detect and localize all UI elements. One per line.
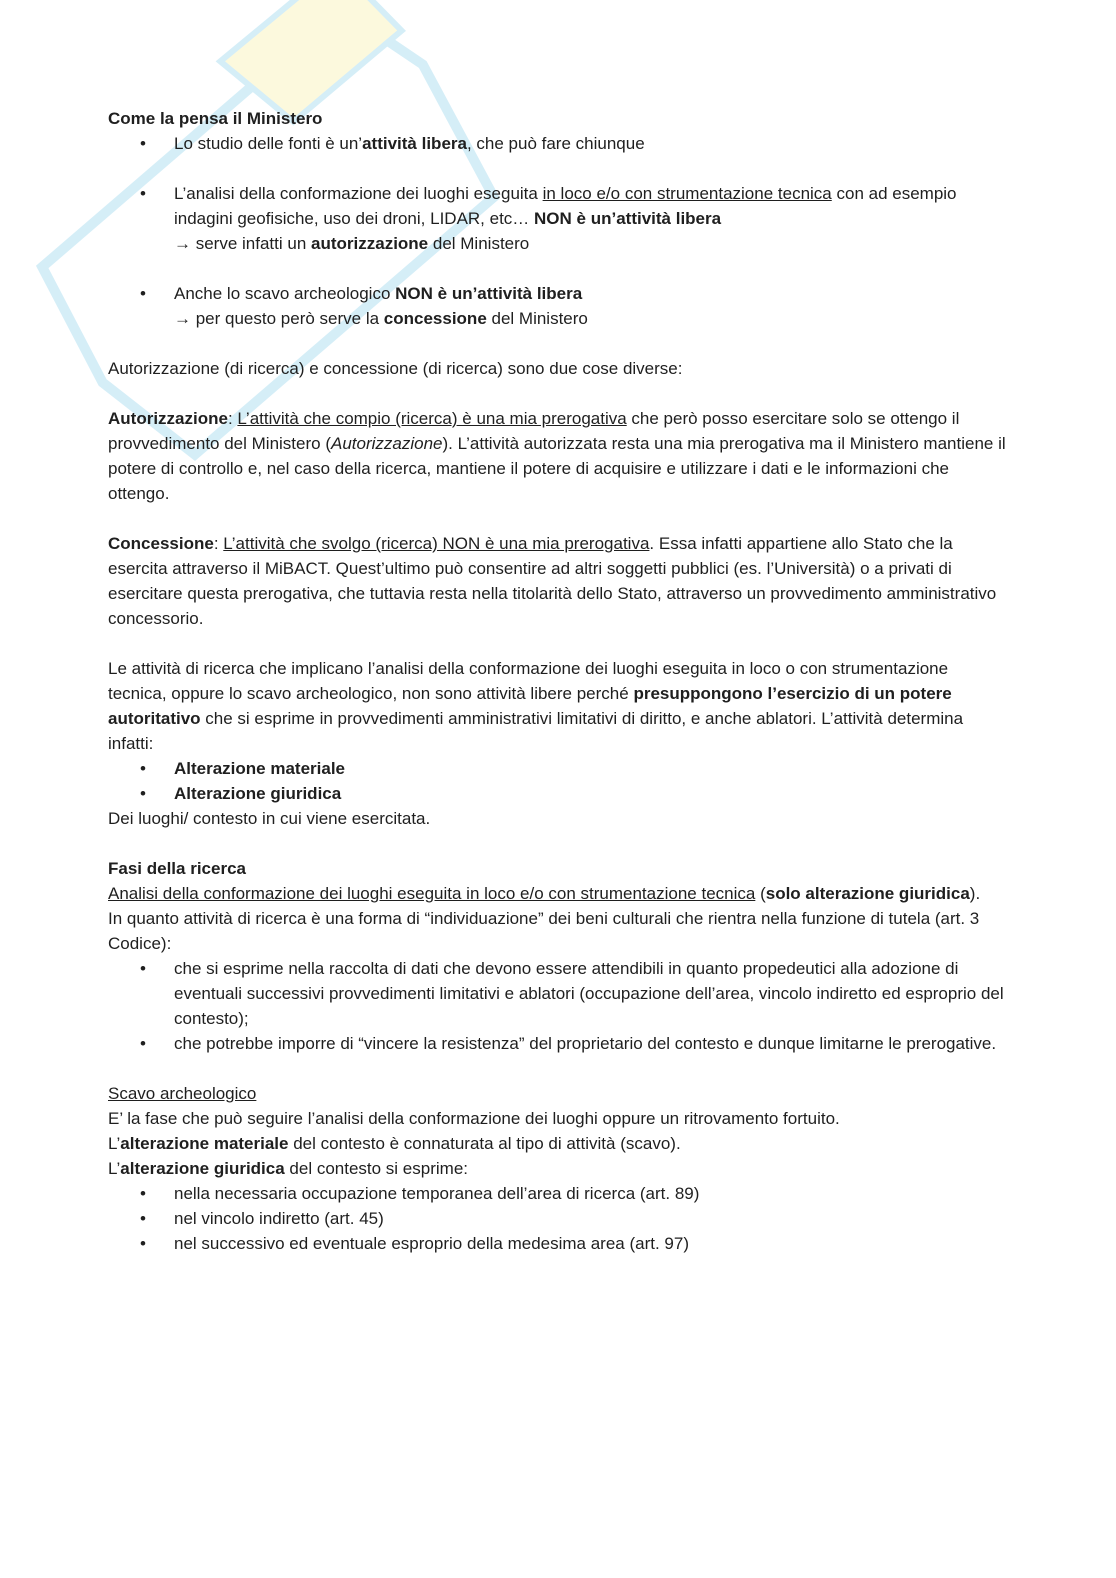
paragraph-spacer <box>108 831 1008 856</box>
paragraph-spacer <box>108 156 1008 181</box>
text-run: : <box>227 409 238 428</box>
list-item-line <box>174 281 1008 306</box>
text-run: ). L’attività autorizzata resta una mia prerogativa ma il Ministero mantiene il potere di controllo e, nel caso della ricerca, mantiene il potere di acquisire e utilizzare i dati e le informazioni che ottengo. <box>108 434 1006 503</box>
underlined-text: Analisi della conformazione dei luoghi eseguita in loco e/o con strumentazione tecnica <box>108 884 756 903</box>
text-run: che però posso esercitare solo se ottengo il provvedimento del Ministero ( <box>108 409 960 453</box>
list-item-line <box>174 756 1008 781</box>
luoghi-line <box>108 806 1008 831</box>
list-item <box>108 131 1008 156</box>
scavo-line-3 <box>108 1156 1008 1181</box>
text-run: In quanto attività di ricerca è una forma di “individuazione” dei beni culturali che rientra nella funzione di tutela (art. 3 Codice): <box>108 909 980 953</box>
text-run: Dei luoghi/ contesto in cui viene esercitata. <box>108 809 431 828</box>
paragraph-spacer <box>108 331 1008 356</box>
underlined-text: L’attività che compio (ricerca) è una mia prerogativa <box>237 409 627 428</box>
scavo-line-1 <box>108 1106 1008 1131</box>
tutela-list <box>108 956 1008 1056</box>
list-item-line <box>174 781 1008 806</box>
bold-text: solo alterazione giuridica <box>765 884 970 903</box>
underlined-text: Scavo archeologico <box>108 1084 257 1103</box>
list-item <box>108 1031 1008 1056</box>
text-run: : <box>213 534 224 553</box>
bold-text: attività libera <box>362 134 467 153</box>
italic-text: Autorizzazione <box>330 434 443 453</box>
text-run: L’ <box>108 1134 121 1153</box>
list-item <box>108 756 1008 781</box>
intro-paragraph <box>108 356 1008 381</box>
document-body <box>108 106 1008 1256</box>
text-run: che si esprime nella raccolta di dati che devono essere attendibili in quanto propedeutici alla adozione di eventuali successivi provvedimenti limitativi e ablatori (occupazione dell’area, vincolo indiretto ed esproprio del contesto); <box>174 959 1004 1028</box>
text-run: ( <box>755 884 766 903</box>
list-item-line <box>174 131 1008 156</box>
text-run: del contesto si esprime: <box>284 1159 468 1178</box>
analisi-heading <box>108 881 1008 906</box>
paragraph-spacer <box>108 1056 1008 1081</box>
bold-text: Fasi della ricerca <box>108 859 246 878</box>
text-run: → per questo però serve la <box>174 309 384 328</box>
text-run: L’ <box>108 1159 121 1178</box>
text-run: nel successivo ed eventuale esproprio della medesima area (art. 97) <box>174 1234 689 1253</box>
scavo-heading <box>108 1081 1008 1106</box>
list-item-line <box>174 181 1008 231</box>
text-run: nella necessaria occupazione temporanea dell’area di ricerca (art. 89) <box>174 1184 700 1203</box>
list-item-line <box>174 231 1008 256</box>
concessione-paragraph <box>108 531 1008 631</box>
list-item-line <box>174 1181 1008 1206</box>
bold-text: NON è un’attività libera <box>395 284 583 303</box>
text-run: del contesto è connaturata al tipo di attività (scavo). <box>288 1134 681 1153</box>
text-run: → serve infatti un <box>174 234 312 253</box>
paragraph-spacer <box>108 381 1008 406</box>
paragraph-spacer <box>108 631 1008 656</box>
underlined-text: in loco e/o con strumentazione tecnica <box>542 184 832 203</box>
list-item <box>108 1181 1008 1206</box>
section-title-ministero <box>108 106 1008 131</box>
section-title-fasi <box>108 856 1008 881</box>
bold-text: concessione <box>383 309 487 328</box>
bold-text: Autorizzazione <box>108 409 228 428</box>
list-item <box>108 1231 1008 1256</box>
paragraph-spacer <box>108 256 1008 281</box>
list-item <box>108 956 1008 1031</box>
text-run: L’analisi della conformazione dei luoghi eseguita <box>174 184 543 203</box>
bold-text: NON è un’attività libera <box>534 209 722 228</box>
scavo-list <box>108 1181 1008 1256</box>
list-item-line <box>174 956 1008 1031</box>
text-run: che potrebbe imporre di “vincere la resistenza” del proprietario del contesto e dunque limitarne le prerogative. <box>174 1034 997 1053</box>
list-item <box>108 281 1008 331</box>
text-run: , che può fare chiunque <box>466 134 645 153</box>
text-run: con ad esempio indagini geofisiche, uso dei droni, LIDAR, etc… <box>174 184 957 228</box>
text-run: Autorizzazione (di ricerca) e concessione (di ricerca) sono due cose diverse: <box>108 359 683 378</box>
autorizzazione-paragraph <box>108 406 1008 506</box>
list-item-line <box>174 1206 1008 1231</box>
text-run: nel vincolo indiretto (art. 45) <box>174 1209 384 1228</box>
bold-text: autorizzazione <box>311 234 429 253</box>
text-run: che si esprime in provvedimenti amministrativi limitativi di diritto, e anche ablatori. L’attività determina infatti: <box>108 709 964 753</box>
bold-text: Alterazione materiale <box>174 759 346 778</box>
text-run: ). <box>969 884 981 903</box>
text-run: E’ la fase che può seguire l’analisi della conformazione dei luoghi oppure un ritrovamento fortuito. <box>108 1109 840 1128</box>
bold-text: alterazione materiale <box>120 1134 289 1153</box>
ministero-list-3 <box>108 281 1008 331</box>
attivita-paragraph <box>108 656 1008 756</box>
list-item <box>108 1206 1008 1231</box>
text-run: . Essa infatti appartiene allo Stato che la esercita attraverso il MiBACT. Quest’ultimo può consentire ad altri soggetti pubblici (es. l’Università) o a privati di esercitare questa prerogativa, che tuttavia resta nella titolarità dello Stato, attraverso un provvedimento amministrativo concessorio. <box>108 534 997 628</box>
alterazione-list <box>108 756 1008 806</box>
bold-text: Concessione <box>108 534 214 553</box>
text-run: Le attività di ricerca che implicano l’analisi della conformazione dei luoghi eseguita in loco o con strumentazione tecnica, oppure lo scavo archeologico, non sono attività libere perché <box>108 659 949 703</box>
bold-text: presuppongono l’esercizio di un potere autoritativo <box>108 684 952 728</box>
list-item <box>108 781 1008 806</box>
underlined-text: L’attività che svolgo (ricerca) NON è una mia prerogativa <box>223 534 650 553</box>
bold-text: alterazione giuridica <box>120 1159 285 1178</box>
bold-text: Come la pensa il Ministero <box>108 109 323 128</box>
individuazione-paragraph <box>108 906 1008 956</box>
list-item-line <box>174 1231 1008 1256</box>
text-run: Lo studio delle fonti è un’ <box>174 134 363 153</box>
list-item-line <box>174 1031 1008 1056</box>
text-run: Anche lo scavo archeologico <box>174 284 396 303</box>
paragraph-spacer <box>108 506 1008 531</box>
bold-text: Alterazione giuridica <box>174 784 342 803</box>
ministero-list <box>108 131 1008 156</box>
list-item-line <box>174 306 1008 331</box>
text-run: del Ministero <box>428 234 530 253</box>
list-item <box>108 181 1008 256</box>
text-run: del Ministero <box>486 309 588 328</box>
scavo-line-2 <box>108 1131 1008 1156</box>
ministero-list-2 <box>108 181 1008 256</box>
